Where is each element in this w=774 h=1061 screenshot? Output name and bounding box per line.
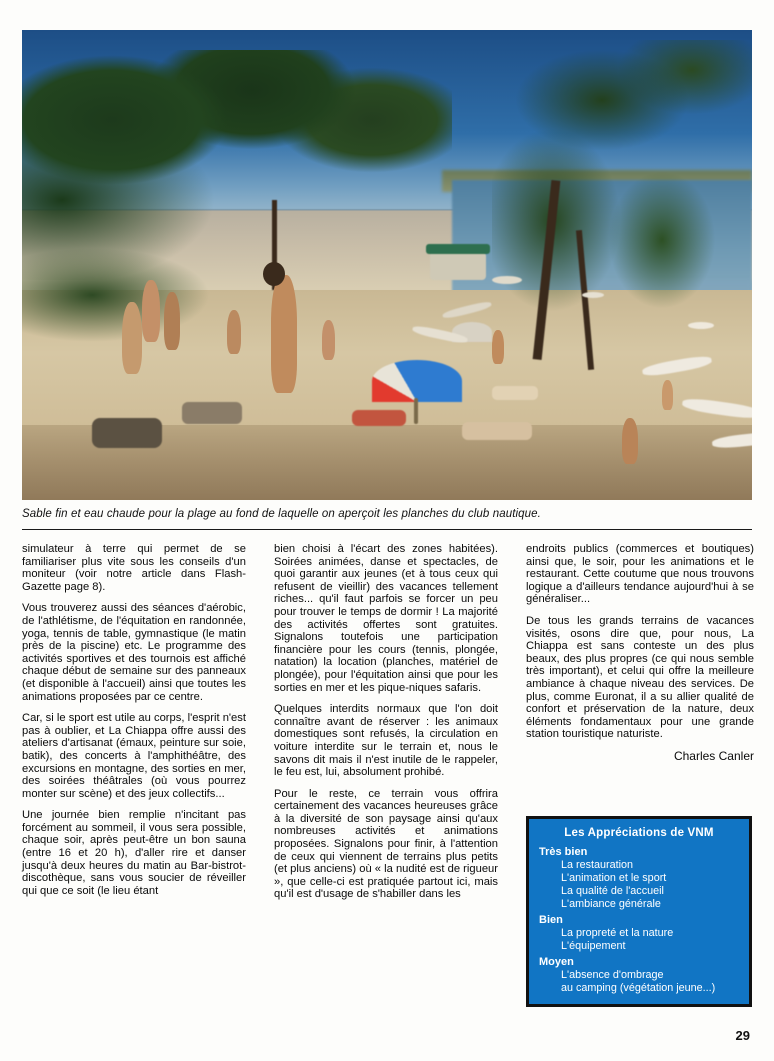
article-column-1 <box>22 543 246 906</box>
caption-divider <box>22 529 752 530</box>
beach-figure-hair <box>263 262 285 286</box>
beach-towel <box>462 422 532 440</box>
beach-hut-roof <box>426 244 490 254</box>
beach-figure <box>662 380 673 410</box>
beach-figure <box>492 330 504 364</box>
paragraph: simulateur à terre qui permet de se familiariser plus vite sous les conseils d'un moniteur (voir notre article dans Flash-Gazette page 8). <box>22 543 246 593</box>
paragraph: De tous les grands terrains de vacances visités, osons dire que, pour nous, La Chiappa est sans conteste un des plus beaux, des plus propres (ce qui nous semble très important), et celui qui offre la meilleure ambiance à chaque niveau des services. De plus, comme Euronat, il a su allier qualité de confort et préservation de la nature, deux éléments fondamentaux pour une grande station touristique naturiste. <box>526 614 754 741</box>
beach-hut <box>430 252 486 280</box>
rating-item: L'animation et le sport <box>561 872 667 884</box>
beach-figure-main <box>271 275 297 393</box>
ratings-box-title: Les Appréciations de VNM <box>564 827 714 839</box>
rating-item: au camping (végétation jeune...) <box>561 982 716 994</box>
moored-boat <box>492 276 522 284</box>
author-signature: Charles Canler <box>673 748 754 763</box>
beach-figure <box>622 418 638 464</box>
parasol-icon <box>372 360 462 402</box>
beach-bag <box>182 402 242 424</box>
rating-group-label: Moyen <box>539 956 574 968</box>
beach-figure <box>227 310 241 354</box>
paragraph: Vous trouverez aussi des séances d'aérobic, de l'athlétisme, de l'équitation en randonnée, yoga, tennis de table, gymnastique (le matin près de la piscine) etc. Le programme des activités sportives et des tournois est affiché chaque début de semaine sur des panneaux (et disponible à l'accueil) ainsi que toutes les animations proposées par ce centre. <box>22 602 246 703</box>
paragraph: Quelques interdits normaux que l'on doit connaître avant de réserver : les animaux domestiques sont refusés, la circulation en voiture interdite sur le terrain et, nous le savons dit mais il n'est inutile de le rappeler, le feu est, lui, absolument prohibé. <box>274 703 498 779</box>
ratings-box <box>526 816 752 1007</box>
paragraph: endroits publics (commerces et boutiques) ainsi que, le soir, pour les animations et le restaurant. Cette coutume que nous trouvons logique a d'ailleurs tendance aujourd'hui à se généraliser... <box>526 543 754 606</box>
rating-group-label: Très bien <box>539 846 588 858</box>
rating-item: L'absence d'ombrage <box>561 969 664 981</box>
paragraph: Car, si le sport est utile au corps, l'esprit n'est pas à oublier, et La Chiappa offre aussi des ateliers d'artisanat (émaux, peinture sur soie, batik), des concerts à l'amphithéâtre, des excursions en montagne, des sorties en mer, des soirées théâtrales (où vous pourrez monter sur scène) et des jeux collectifs... <box>22 712 246 800</box>
photo-caption: Sable fin et eau chaude pour la plage au fond de laquelle on aperçoit les planches du club nautique. <box>22 508 541 520</box>
beach-photo <box>22 30 752 500</box>
beach-figure <box>122 302 142 374</box>
tree-canopy-right <box>492 40 752 340</box>
moored-boat <box>688 322 714 329</box>
moored-boat <box>582 292 604 298</box>
article-column-3 <box>526 543 754 763</box>
beach-figure <box>322 320 335 360</box>
rating-item: La propreté et la nature <box>561 927 674 939</box>
paragraph: Pour le reste, ce terrain vous offrira certainement des vacances heureuses grâce à la diversité de son paysage ainsi qu'aux nombreuses activités et animations proposées. Signalons pour finir, à l'attention de ceux qui viennent de terrains plus petits (et plus anciens) où « la nudité est de rigueur », que celle-ci est pratiquée partout ici, mais qu'il est d'usage de s'habiller dans les <box>274 787 498 901</box>
beach-figure <box>142 280 160 342</box>
beach-towel <box>492 386 538 400</box>
bicycle <box>92 418 162 448</box>
rating-item: La qualité de l'accueil <box>561 885 664 897</box>
paragraph: bien choisi à l'écart des zones habitées). Soirées animées, danse et spectacles, de quoi garantir aux jeunes (et à tous ceux qui refusent de vieillir) des vacances tellement riches... qu'il faut parfois se forcer un peu pour trouver le temps de dormir ! La majorité des activités offertes sont gratuites. Signalons toutefois une participation financière pour les cours (tennis, plongée, natation) la location (planches, matériel de plongée), pour l'équitation ainsi que pour les sorties en mer et les pique-niques safaris. <box>274 543 498 694</box>
rating-group-label: Bien <box>539 914 563 926</box>
beach-towel <box>352 410 406 426</box>
article-column-2 <box>274 543 498 910</box>
rating-item: L'équipement <box>561 940 626 952</box>
beach-figure <box>164 292 180 350</box>
page-number: 29 <box>735 1028 750 1043</box>
rating-item: L'ambiance générale <box>561 898 661 910</box>
parasol-pole <box>414 398 418 424</box>
paragraph: Une journée bien remplie n'incitant pas forcément au sommeil, il vous sera possible, chaque soir, après peut-être un bon sauna (entre 16 et 20 h), d'aller rire et danser jusqu'à deux heures du matin au Bar-bistrot-discothèque, sans vous soucier de réveiller qui que ce soit (le lieu étant <box>22 809 246 897</box>
rating-item: La restauration <box>561 859 634 871</box>
